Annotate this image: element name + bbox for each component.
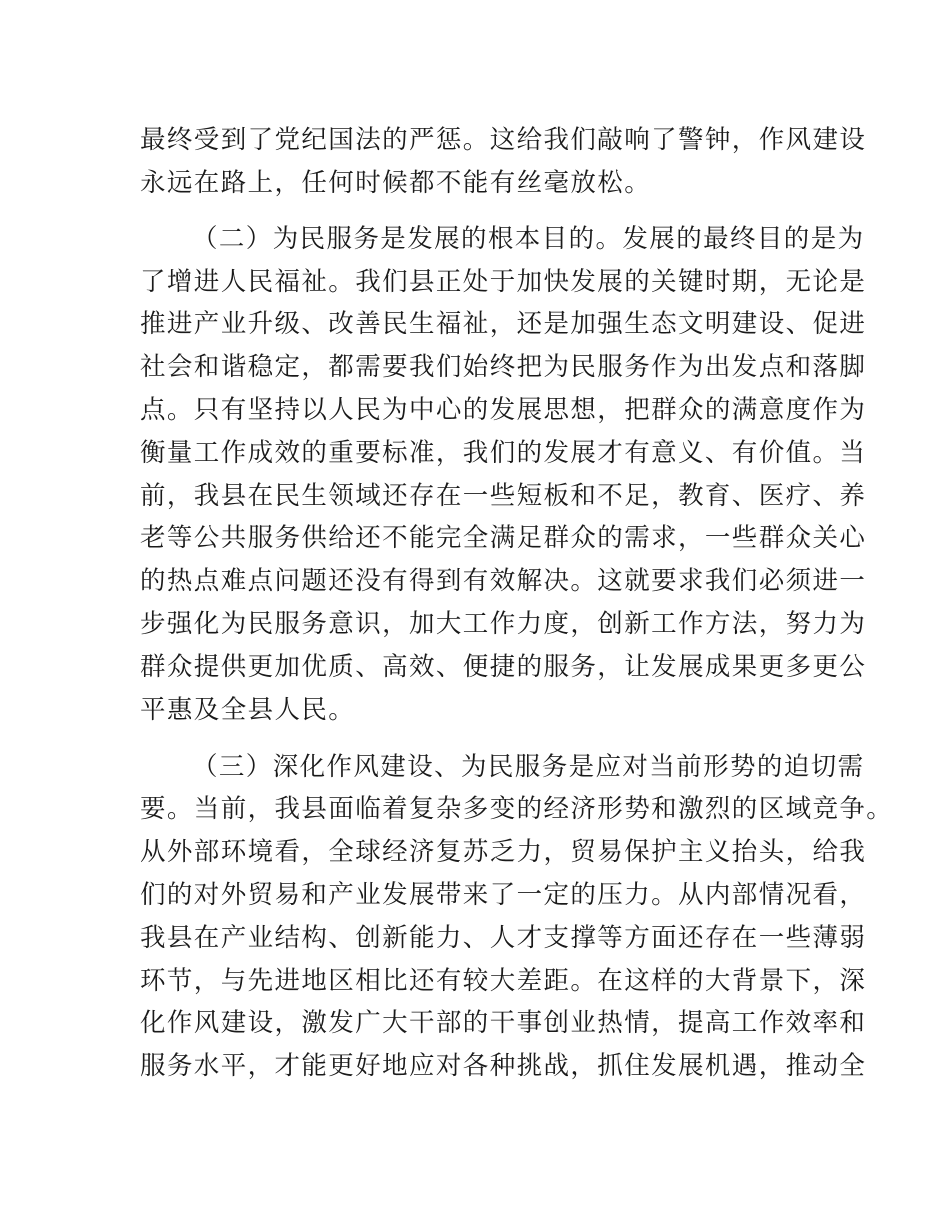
text-line: 步强化为民服务意识，加大工作力度，创新工作方法，努力为 [140,609,867,639]
text-line: 最终受到了党纪国法的严惩。这给我们敲响了警钟，作风建设 [140,125,867,155]
text-line: 要。当前，我县面临着复杂多变的经济形势和激烈的区域竞争。 [140,794,894,824]
text-line: 社会和谐稳定，都需要我们始终把为民服务作为出发点和落脚 [140,352,867,382]
text-line: 的热点难点问题还没有得到有效解决。这就要求我们必须进一 [140,566,867,596]
text-line: 推进产业升级、改善民生福祉，还是加强生态文明建设、促进 [140,309,867,339]
text-line: 永远在路上，任何时候都不能有丝毫放松。 [140,168,652,198]
text-line: 从外部环境看，全球经济复苏乏力，贸易保护主义抬头，给我 [140,837,867,867]
text-line: 衡量工作成效的重要标准，我们的发展才有意义、有价值。当 [140,438,867,468]
text-line: 点。只有坚持以人民为中心的发展思想，把群众的满意度作为 [140,395,867,425]
text-line: 我县在产业结构、创新能力、人才支撑等方面还存在一些薄弱 [140,923,867,953]
paragraph-heading-line: （三）深化作风建设、为民服务是应对当前形势的迫切需 [192,752,865,782]
text-line: 群众提供更加优质、高效、便捷的服务，让发展成果更多更公 [140,652,867,682]
text-line: 了增进人民福祉。我们县正处于加快发展的关键时期，无论是 [140,267,867,297]
text-line: 前，我县在民生领域还存在一些短板和不足，教育、医疗、养 [140,481,867,511]
text-line: 老等公共服务供给还不能完全满足群众的需求，一些群众关心 [140,523,867,553]
text-line: 化作风建设，激发广大干部的干事创业热情，提高工作效率和 [140,1008,867,1038]
text-line: 们的对外贸易和产业发展带来了一定的压力。从内部情况看， [140,880,867,910]
text-line: 服务水平，才能更好地应对各种挑战，抓住发展机遇，推动全 [140,1051,867,1081]
text-line: 环节，与先进地区相比还有较大差距。在这样的大背景下，深 [140,966,867,996]
paragraph-heading-line: （二）为民服务是发展的根本目的。发展的最终目的是为 [192,224,865,254]
text-line: 平惠及全县人民。 [140,695,356,725]
